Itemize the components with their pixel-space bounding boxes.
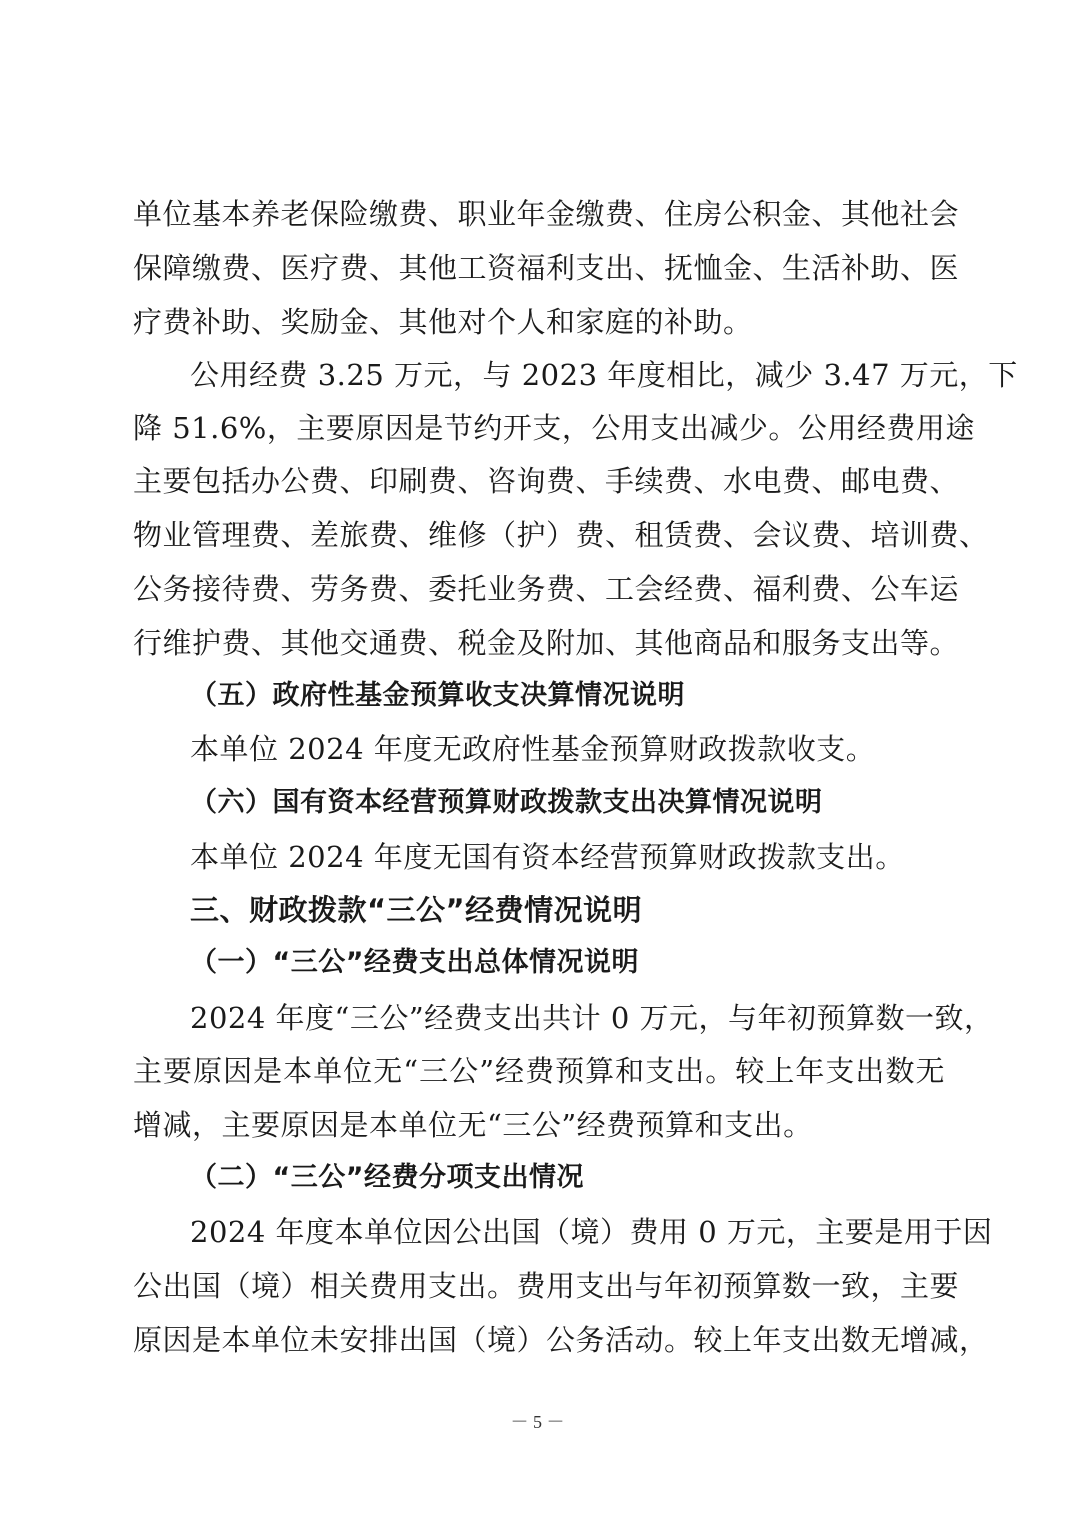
section-heading: （五）政府性基金预算收支决算情况说明 xyxy=(190,680,685,711)
section-heading: （一）“三公”经费支出总体情况说明 xyxy=(190,947,639,978)
page-number: － 5 － xyxy=(510,1412,565,1432)
paragraph-line: 增减，主要原因是本单位无“三公”经费预算和支出。 xyxy=(133,1108,813,1142)
section-title: 三、财政拨款“三公”经费情况说明 xyxy=(190,893,643,927)
paragraph-line: 公出国（境）相关费用支出。费用支出与年初预算数一致，主要 xyxy=(133,1269,960,1303)
paragraph-line: 原因是本单位未安排出国（境）公务活动。较上年支出数无增减， xyxy=(133,1323,989,1357)
paragraph-line: 物业管理费、差旅费、维修（护）费、租赁费、会议费、培训费、 xyxy=(133,518,989,552)
paragraph-line: 2024 年度“三公”经费支出共计 0 万元，与年初预算数一致， xyxy=(190,1001,994,1035)
section-heading: （六）国有资本经营预算财政拨款支出决算情况说明 xyxy=(190,787,823,818)
paragraph-line: 公用经费 3.25 万元，与 2023 年度相比，减少 3.47 万元，下 xyxy=(190,358,1018,392)
paragraph-line: 本单位 2024 年度无政府性基金预算财政拨款收支。 xyxy=(190,732,876,766)
paragraph-line: 降 51.6%，主要原因是节约开支，公用支出减少。公用经费用途 xyxy=(133,411,975,445)
paragraph-line: 行维护费、其他交通费、税金及附加、其他商品和服务支出等。 xyxy=(133,626,960,660)
paragraph-line: 主要包括办公费、印刷费、咨询费、手续费、水电费、邮电费、 xyxy=(133,464,960,498)
paragraph-line: 保障缴费、医疗费、其他工资福利支出、抚恤金、生活补助、医 xyxy=(133,251,960,285)
paragraph-line: 疗费补助、奖励金、其他对个人和家庭的补助。 xyxy=(133,305,753,339)
paragraph-line: 本单位 2024 年度无国有资本经营预算财政拨款支出。 xyxy=(190,840,905,874)
paragraph-line: 2024 年度本单位因公出国（境）费用 0 万元，主要是用于因 xyxy=(190,1215,993,1249)
paragraph-line: 主要原因是本单位无“三公”经费预算和支出。较上年支出数无 xyxy=(133,1054,945,1088)
paragraph-line: 单位基本养老保险缴费、职业年金缴费、住房公积金、其他社会 xyxy=(133,197,960,231)
paragraph-line: 公务接待费、劳务费、委托业务费、工会经费、福利费、公车运 xyxy=(133,572,960,606)
section-heading: （二）“三公”经费分项支出情况 xyxy=(190,1162,584,1193)
